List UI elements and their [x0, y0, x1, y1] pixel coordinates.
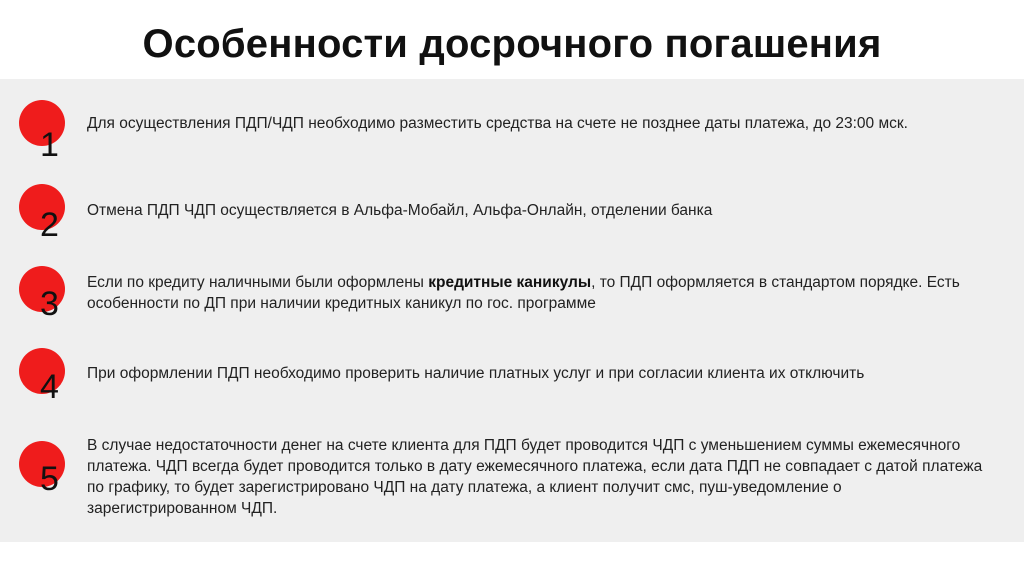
- page-title: Особенности досрочного погашения: [142, 22, 882, 66]
- item-number: 2: [40, 206, 59, 244]
- item-number: 5: [40, 460, 59, 498]
- item-number: 3: [40, 285, 59, 323]
- item-text: Отмена ПДП ЧДП осуществляется в Альфа-Мобайл, Альфа-Онлайн, отделении банка: [87, 202, 713, 219]
- item-text: Для осуществления ПДП/ЧДП необходимо разместить средства на счете не позднее даты платежа, до 23:00 мск.: [87, 115, 908, 132]
- content-panel: [0, 79, 1024, 542]
- item-text-part: , то ПДП оформляется в стандартом порядке. Есть особенности по ДП при наличии кредитных каникул по гос. программе: [87, 274, 960, 312]
- item-text-part: Если по кредиту наличными были оформлены: [87, 274, 429, 291]
- item-text: В случае недостаточности денег на счете клиента для ПДП будет проводится ЧДП с уменьшением суммы ежемесячного платежа. ЧДП всегда будет проводится только в дату ежемесячного платежа, если дата ПДП не совпадает с датой платежа по графику, то будет зарегистрировано ЧДП на дату платежа, а клиент получит смс, пуш-уведомление о зарегистрированном ЧДП.: [87, 437, 983, 517]
- item-text: [87, 272, 987, 314]
- item-text: При оформлении ПДП необходимо проверить наличие платных услуг и при согласии клиента их отключить: [87, 365, 865, 382]
- item-number: 1: [40, 126, 59, 164]
- item-text-bold: кредитные каникулы: [428, 274, 592, 291]
- item-number: 4: [40, 368, 59, 406]
